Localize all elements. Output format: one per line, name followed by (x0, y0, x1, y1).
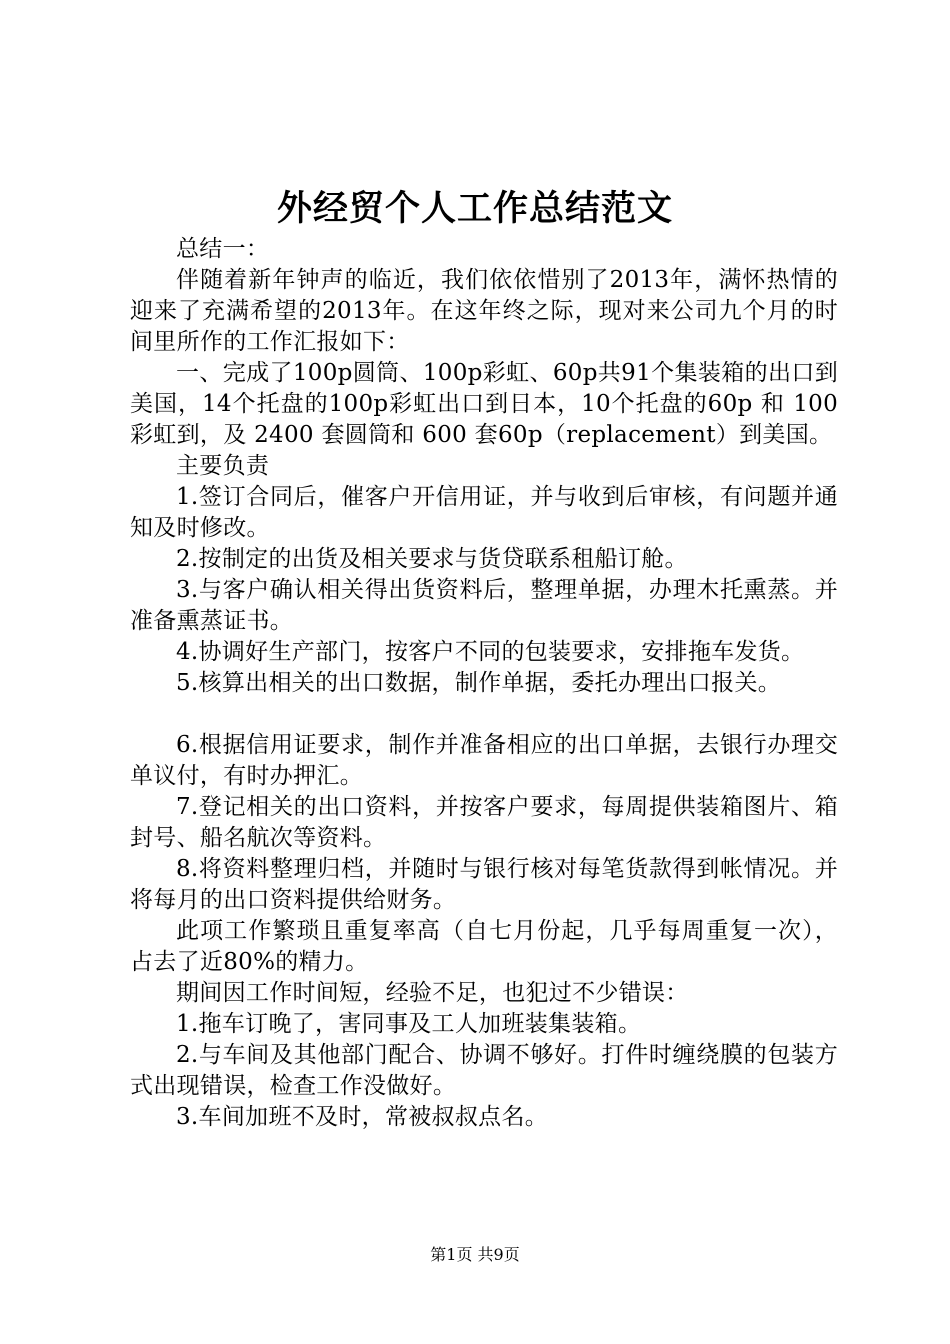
paragraph-duty-3: 3.与客户确认相关得出货资料后，整理单据，办理木托熏蒸。并准备熏蒸证书。 (130, 577, 838, 634)
paragraph-mistake-3: 3.车间加班不及时，常被叔叔点名。 (176, 1104, 549, 1130)
paragraph-duty-6: 6.根据信用证要求，制作并准备相应的出口单据，去银行办理交单议付，有时办押汇。 (130, 732, 838, 789)
paragraph-mistake-1: 1.拖车订晚了，害同事及工人加班装集装箱。 (176, 1011, 642, 1037)
paragraph-intro: 伴随着新年钟声的临近，我们依依惜别了2013年，满怀热情的迎来了充满希望的2013年。在这年终之际，现对来公司九个月的时间里所作的工作汇报如下： (130, 267, 838, 355)
document-title: 外经贸个人工作总结范文 (276, 188, 673, 229)
paragraph-duty-5: 5.核算出相关的出口数据，制作单据，委托办理出口报关。 (176, 670, 782, 696)
paragraph-section-one: 一、完成了100p圆筒、100p彩虹、60p共91个集装箱的出口到美国，14个托盘的100p彩虹出口到日本，10个托盘的60p 和 100 彩虹到，及 2400 套圆筒和 600 套60p（replacement）到美国。 (130, 360, 838, 448)
paragraph-duty-4: 4.协调好生产部门，按客户不同的包装要求，安排拖车发货。 (176, 639, 805, 665)
paragraph-duty-8: 8.将资料整理归档，并随时与银行核对每笔货款得到帐情况。并将每月的出口资料提供给财务。 (130, 856, 838, 913)
paragraph-workload: 此项工作繁琐且重复率高（自七月份起，几乎每周重复一次），占去了近80%的精力。 (130, 918, 838, 975)
paragraph-mistakes-intro: 期间因工作时间短，经验不足，也犯过不少错误： (176, 980, 689, 1006)
paragraph-duty-7: 7.登记相关的出口资料，并按客户要求，每周提供装箱图片、箱封号、船名航次等资料。 (130, 794, 838, 851)
paragraph-duty-2: 2.按制定的出货及相关要求与货贷联系租船订舱。 (176, 546, 688, 572)
page-footer: 第1页 共9页 (430, 1245, 520, 1264)
paragraph-duty-1: 1.签订合同后，催客户开信用证，并与收到后审核，有问题并通知及时修改。 (130, 484, 838, 541)
paragraph-main-duties: 主要负责 (176, 453, 270, 479)
paragraph-mistake-2: 2.与车间及其他部门配合、协调不够好。打件时缠绕膜的包装方式出现错误，检查工作没做好。 (130, 1042, 838, 1099)
paragraph-blank (130, 699, 838, 730)
document-body (130, 234, 838, 1133)
paragraph-summary-heading: 总结一： (176, 236, 270, 262)
